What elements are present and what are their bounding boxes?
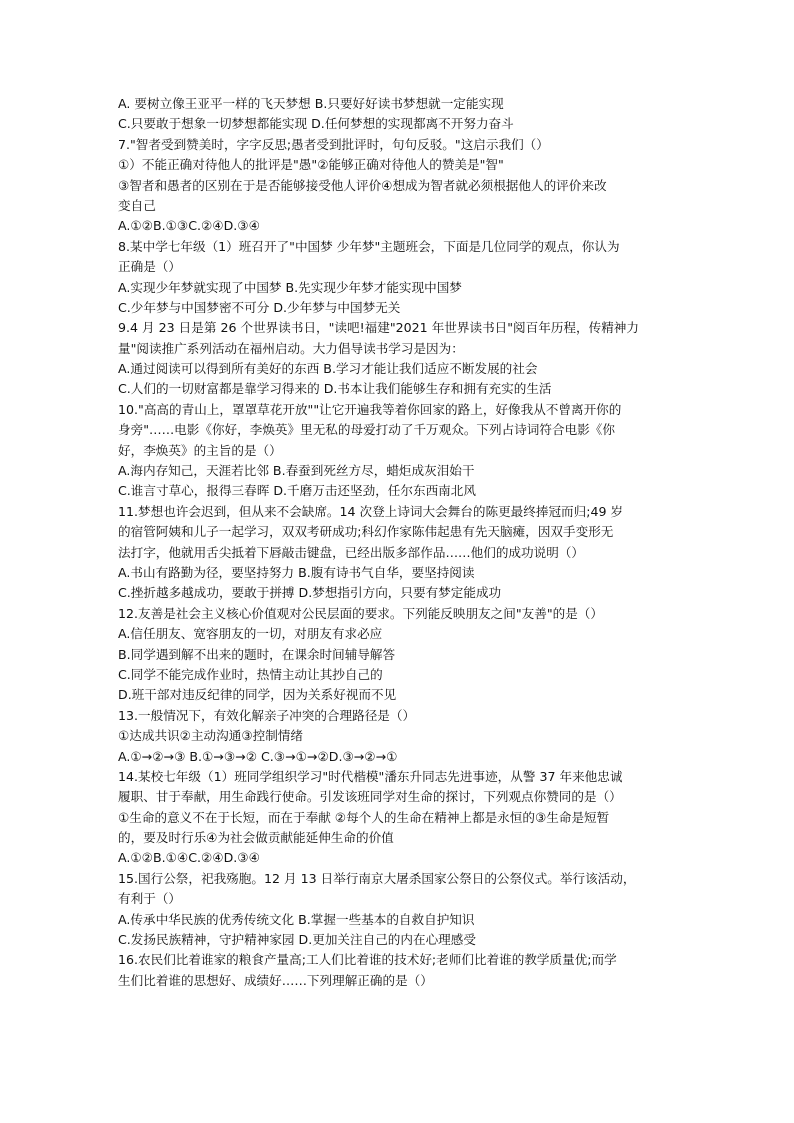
text-line-9: 正确是（） (118, 259, 181, 275)
text-line-40: 有利于（） (118, 891, 181, 907)
question-12-stem: 12.友善是社会主义核心价值观对公民层面的要求。下列能反映朋友之间"友善"的是（） (118, 605, 603, 621)
text-line-32: ①达成共识②主动沟通③控制情绪 (118, 728, 303, 744)
text-line-33: A.①→②→③ B.①→③→② C.③→①→②D.③→②→① (118, 748, 398, 764)
text-line-38: A.①②B.①④C.②④D.③④ (118, 850, 260, 866)
text-line-36: ①生命的意义不在于长短，而在于奉献 ②每个人的生命在精神上都是永恒的③生命是短暂 (118, 809, 610, 825)
question-9-stem: 9.4 月 23 日是第 26 个世界读书日，"读吧!福建"2021 年世界读书日"阅百年历程，传精神力 (118, 320, 639, 336)
text-line-14: A.通过阅读可以得到所有美好的东西 B.学习才能让我们适应不断发展的社会 (118, 361, 538, 377)
text-line-4: ①）不能正确对待他人的批评是"愚"②能够正确对待他人的赞美是"智" (118, 157, 504, 173)
question-7-options: A.①②B.①③C.②④D.③④ (118, 218, 260, 234)
question-8-stem: 8.某中学七年级（1）班召开了"中国梦 少年梦"主题班会，下面是几位同学的观点，你认为 (118, 238, 620, 254)
text-line-24: A.书山有路勤为径，要坚持努力 B.腹有诗书气自华，要坚持阅读 (118, 564, 475, 580)
text-line-20: C.谁言寸草心，报得三春晖 D.千磨万击还坚劲，任尔东西南北风 (118, 483, 476, 499)
text-line-29: C.同学不能完成作业时，热情主动让其抄自己的 (118, 666, 383, 682)
text-line-18: 好，李焕英》的主旨的是（） (118, 442, 282, 458)
question-14-stem: 14.某校七年级（1）班同学组织学习"时代楷模"潘东升同志先进事迹，从警 37 年来他忠诚 (118, 768, 623, 784)
text-line-28: B.同学遇到解不出来的题时，在课余时间辅导解答 (118, 646, 396, 662)
text-line-22: 的宿管阿姨和儿子一起学习，双双考研成功;科幻作家陈伟起患有先天脑瘫，因双手变形无 (118, 524, 614, 540)
text-line-41: A.传承中华民族的优秀传统文化 B.掌握一些基本的自救自护知识 (118, 911, 475, 927)
text-line-42: C.发扬民族精神，守护精神家园 D.更加关注自己的内在心理感受 (118, 932, 476, 948)
question-10-stem: 10."高高的青山上，罩罩草花开放""让它开遍我等着你回家的路上，好像我从不曾离开你的 (118, 401, 622, 417)
text-line-1: A. 要树立像王亚平一样的飞天梦想 B.只要好好读书梦想就一定能实现 (118, 96, 504, 111)
text-line-30: D.班干部对违反纪律的同学，因为关系好视而不见 (118, 687, 397, 703)
text-line-6: 变自己 (118, 197, 156, 213)
text-line-17: 身旁"……电影《你好，李焕英》里无私的母爱打动了千万观众。下列占诗词符合电影《你 (118, 422, 615, 438)
text-line-44: 生们比着谁的思想好、成绩好……下列理解正确的是（） (118, 972, 433, 988)
document-page (118, 94, 684, 991)
text-line-37: 的，要及时行乐④为社会做贡献能延伸生命的价值 (118, 830, 394, 846)
question-16-stem: 16.农民们比着谁家的粮食产量高;工人们比着谁的技术好;老师们比着谁的教学质量优;而学 (118, 952, 617, 968)
text-line-19: A.海内存知己，天涯若比邻 B.春蚕到死丝方尽，蜡炬成灰泪始干 (118, 463, 475, 479)
text-line-10: A.实现少年梦就实现了中国梦 B.先实现少年梦才能实现中国梦 (118, 279, 462, 295)
text-line-13: 量"阅读推广系列活动在福州启动。大力倡导读书学习是因为： (118, 340, 464, 356)
text-line-27: A.信任朋友、宽容朋友的一切，对朋友有求必应 (118, 626, 383, 642)
text-line-5: ③智者和愚者的区别在于是否能够接受他人评价④想成为智者就必须根据他人的评价来改 (118, 177, 607, 193)
text-line-23: 法打字，他就用舌尖抵着下唇敲击键盘，已经出版多部作品……他们的成功说明（） (118, 544, 584, 560)
question-13-stem: 13.一般情况下，有效化解亲子冲突的合理路径是（） (118, 707, 416, 723)
text-line-35: 履职、甘于奉献，用生命践行使命。引发该班同学对生命的探讨，下列观点你赞同的是（） (118, 789, 622, 805)
question-7-stem: 7."智者受到赞美时，字字反思;愚者受到批评时，句句反驳。"这启示我们（） (118, 136, 549, 152)
text-line-15: C.人们的一切财富都是靠学习得来的 D.书本让我们能够生存和拥有充实的生活 (118, 381, 552, 397)
text-line-25: C.挫折越多越成功，要敢于拼搏 D.梦想指引方向，只要有梦定能成功 (118, 585, 502, 601)
question-15-stem: 15.国行公祭，祀我殇胞。12 月 13 日举行南京大屠杀国家公祭日的公祭仪式。举行该活动， (118, 870, 636, 886)
text-line-2: C.只要敢于想象一切梦想都能实现 D.任何梦想的实现都离不开努力奋斗 (118, 116, 514, 132)
text-line-11: C.少年梦与中国梦密不可分 D.少年梦与中国梦无关 (118, 299, 401, 315)
question-11-stem: 11.梦想也许会迟到，但从来不会缺席。14 次登上诗词大会舞台的陈更最终捧冠而归;49 岁 (118, 503, 624, 519)
